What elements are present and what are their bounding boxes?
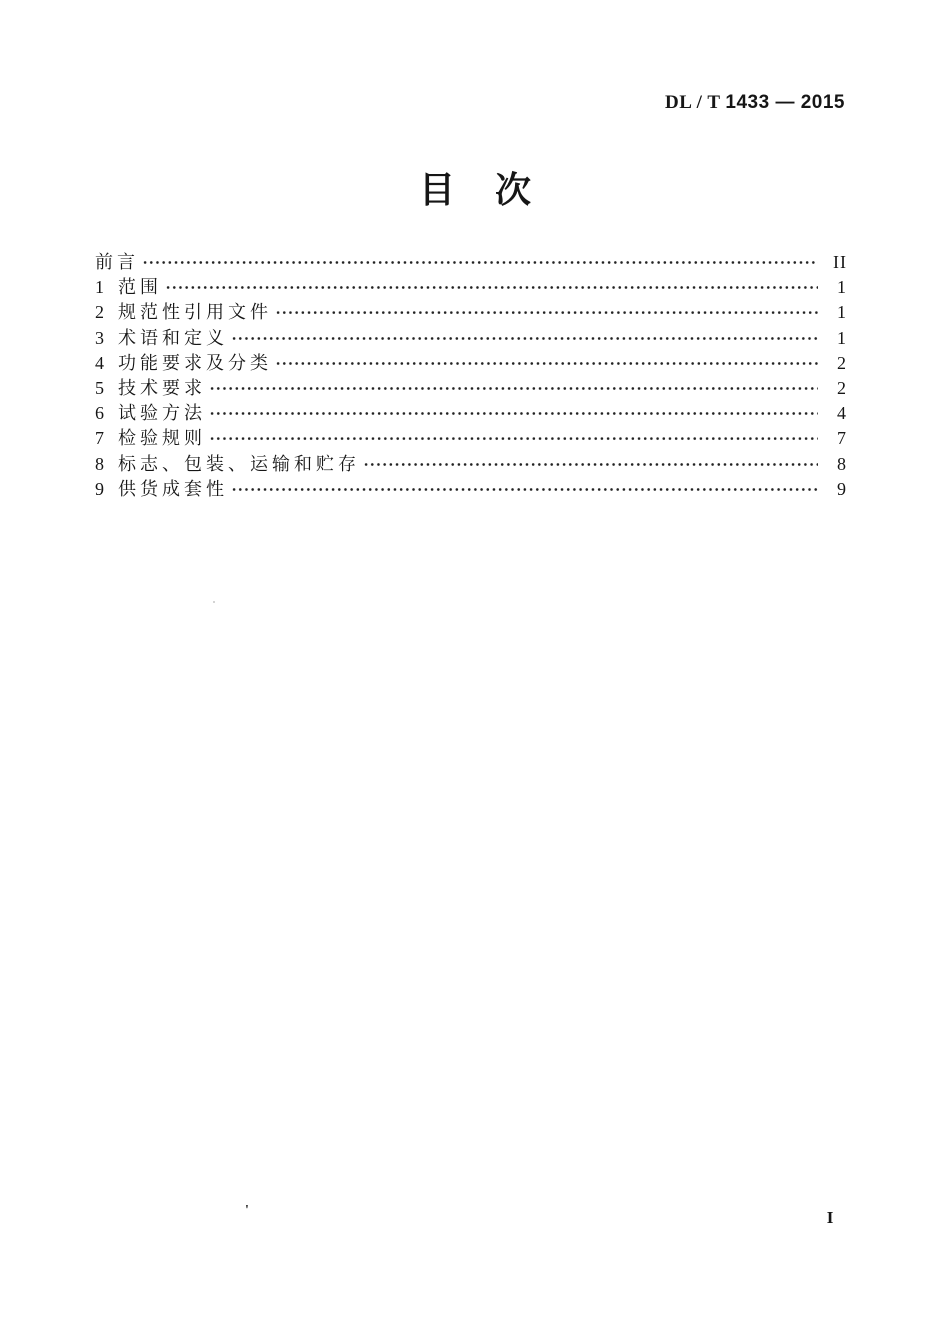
toc-entry <box>95 326 847 351</box>
toc-entry-number: 7 <box>95 428 104 449</box>
footer-page-number: I <box>826 1208 834 1227</box>
toc-entry-page: 7 <box>837 428 847 449</box>
toc-entry <box>95 250 847 275</box>
toc-list <box>95 250 847 502</box>
toc-entry-page: 1 <box>837 277 847 298</box>
toc-entry-label: 供货成套性 <box>118 478 228 499</box>
toc-entry-number: 6 <box>95 403 104 424</box>
toc-entry-label: 功能要求及分类 <box>118 352 272 373</box>
toc-dot-leader <box>363 452 818 477</box>
toc-entry-number: 4 <box>95 352 104 373</box>
toc-dot-leader <box>165 275 818 300</box>
toc-dot-leader <box>275 300 818 325</box>
toc-dot-leader <box>231 326 818 351</box>
scan-artifact-mark: ' <box>245 1203 249 1218</box>
toc-entry <box>95 376 847 401</box>
toc-entry-page: 2 <box>837 377 847 398</box>
toc-entry-label: 试验方法 <box>118 403 206 424</box>
toc-entry-number: 3 <box>95 327 104 348</box>
scan-artifact-speck <box>213 601 215 603</box>
toc-dot-leader <box>275 351 818 376</box>
page-title <box>0 168 950 212</box>
toc-entry-page: 8 <box>837 453 847 474</box>
toc-entry-number: 5 <box>95 377 104 398</box>
toc-dot-leader <box>142 250 818 275</box>
standard-code-number: 1433 — 2015 <box>725 92 845 113</box>
toc-entry <box>95 300 847 325</box>
toc-entry-page: 9 <box>837 478 847 499</box>
toc-entry <box>95 275 847 300</box>
standard-code-prefix: DL / T <box>665 92 721 113</box>
toc-entry-page: 4 <box>837 403 847 424</box>
toc-entry <box>95 452 847 477</box>
page-title-char-1: 目 <box>418 170 455 210</box>
toc-entry-number: 9 <box>95 478 104 499</box>
toc-dot-leader <box>209 426 818 451</box>
toc-entry-page: II <box>833 252 847 272</box>
toc-entry-label: 检验规则 <box>118 428 206 449</box>
toc-entry-page: 2 <box>837 352 847 373</box>
toc-entry <box>95 351 847 376</box>
standard-code <box>665 92 845 114</box>
toc-entry-label: 标志、包装、运输和贮存 <box>118 453 360 474</box>
toc-entry <box>95 426 847 451</box>
toc-entry-label: 术语和定义 <box>118 327 228 348</box>
toc-entry-number: 2 <box>95 302 104 323</box>
toc-entry-number: 1 <box>95 277 104 298</box>
toc-dot-leader <box>209 401 818 426</box>
toc-entry <box>95 477 847 502</box>
toc-entry <box>95 401 847 426</box>
toc-entry-label: 技术要求 <box>118 377 206 398</box>
toc-entry-label: 规范性引用文件 <box>118 302 272 323</box>
toc-entry-label: 范围 <box>118 277 162 298</box>
toc-dot-leader <box>231 477 818 502</box>
toc-dot-leader <box>209 376 818 401</box>
toc-entry-label: 前言 <box>95 252 139 272</box>
toc-entry-number: 8 <box>95 453 104 474</box>
toc-entry-page: 1 <box>837 302 847 323</box>
toc-entry-page: 1 <box>837 327 847 348</box>
page-title-char-2: 次 <box>495 170 532 210</box>
